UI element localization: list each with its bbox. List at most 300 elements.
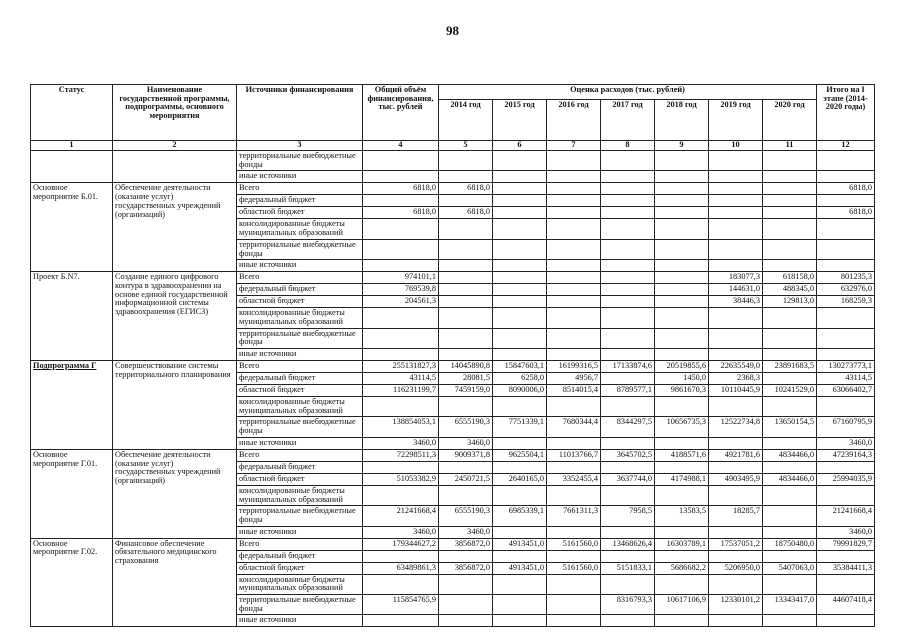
year-value-cell — [493, 550, 547, 562]
funding-source-cell: консолидированные бюджеты муниципальных образований — [237, 485, 363, 505]
header-year: 2018 год — [655, 100, 709, 141]
year-value-cell: 10617106,9 — [655, 595, 709, 615]
total-cell — [363, 349, 439, 361]
year-value-cell — [655, 260, 709, 272]
year-value-cell — [655, 526, 709, 538]
year-value-cell — [763, 550, 817, 562]
column-number: 6 — [493, 141, 547, 151]
year-value-cell — [547, 397, 601, 417]
total-cell: 21241668,4 — [363, 506, 439, 526]
year-value-cell — [763, 397, 817, 417]
column-number: 7 — [547, 141, 601, 151]
funding-source-cell: консолидированные бюджеты муниципальных образований — [237, 397, 363, 417]
year-value-cell: 7680344,4 — [547, 417, 601, 437]
year-value-cell — [439, 284, 493, 296]
year-value-cell — [709, 461, 763, 473]
year-value-cell — [709, 171, 763, 183]
table-body — [31, 151, 875, 627]
total-cell: 115854765,9 — [363, 595, 439, 615]
year-value-cell: 6555190,3 — [439, 417, 493, 437]
year-value-cell — [439, 550, 493, 562]
year-value-cell — [763, 308, 817, 328]
year-value-cell: 4913451,0 — [493, 562, 547, 574]
year-value-cell — [763, 506, 817, 526]
header-status: Статус — [31, 85, 113, 141]
year-value-cell — [763, 239, 817, 259]
year-value-cell — [493, 615, 547, 627]
year-value-cell — [655, 615, 709, 627]
year-value-cell — [709, 550, 763, 562]
year-value-cell — [709, 526, 763, 538]
year-value-cell — [439, 461, 493, 473]
total-cell: 179344627,2 — [363, 538, 439, 550]
year-value-cell — [601, 272, 655, 284]
funding-source-cell: федеральный бюджет — [237, 284, 363, 296]
year-value-cell: 8514015,4 — [547, 385, 601, 397]
year-value-cell — [709, 195, 763, 207]
year-value-cell: 13650154,5 — [763, 417, 817, 437]
year-value-cell: 4834466,0 — [763, 473, 817, 485]
year-value-cell — [655, 239, 709, 259]
stage-total-cell: 47239164,3 — [817, 449, 875, 461]
year-value-cell — [439, 328, 493, 348]
total-cell — [363, 239, 439, 259]
year-value-cell — [547, 328, 601, 348]
funding-source-cell: Всего — [237, 272, 363, 284]
program-name-cell — [113, 151, 237, 183]
total-cell: 974101,1 — [363, 272, 439, 284]
header-year: 2020 год — [763, 100, 817, 141]
year-value-cell — [763, 373, 817, 385]
total-cell: 6818,0 — [363, 207, 439, 219]
year-value-cell — [493, 207, 547, 219]
total-cell: 72298511,3 — [363, 449, 439, 461]
year-value-cell: 4834466,0 — [763, 449, 817, 461]
year-value-cell — [493, 397, 547, 417]
year-value-cell — [547, 207, 601, 219]
year-value-cell — [493, 171, 547, 183]
year-value-cell: 16303789,1 — [655, 538, 709, 550]
year-value-cell — [601, 195, 655, 207]
year-value-cell: 6818,0 — [439, 183, 493, 195]
year-value-cell — [709, 207, 763, 219]
table-row — [31, 183, 875, 195]
funding-source-cell: иные источники — [237, 171, 363, 183]
year-value-cell — [601, 171, 655, 183]
year-value-cell: 7751339,1 — [493, 417, 547, 437]
year-value-cell: 8789577,1 — [601, 385, 655, 397]
stage-total-cell: 6818,0 — [817, 207, 875, 219]
header-name: Наименование государственной программы, подпрограммы, основного мероприятия — [113, 85, 237, 141]
year-value-cell: 8090006,0 — [493, 385, 547, 397]
year-value-cell — [439, 485, 493, 505]
year-value-cell: 23891683,5 — [763, 361, 817, 373]
funding-source-cell: Всего — [237, 449, 363, 461]
year-value-cell — [763, 260, 817, 272]
status-cell: Основное мероприятие Б.01. — [31, 183, 113, 272]
year-value-cell — [709, 397, 763, 417]
year-value-cell: 3856872,0 — [439, 562, 493, 574]
total-cell — [363, 151, 439, 171]
total-cell — [363, 461, 439, 473]
year-value-cell: 7459159,0 — [439, 385, 493, 397]
total-cell — [363, 397, 439, 417]
year-value-cell — [547, 526, 601, 538]
year-value-cell — [655, 183, 709, 195]
year-value-cell — [547, 574, 601, 594]
year-value-cell: 18285,7 — [709, 506, 763, 526]
year-value-cell — [709, 328, 763, 348]
year-value-cell: 9009371,8 — [439, 449, 493, 461]
funding-source-cell: иные источники — [237, 260, 363, 272]
column-number: 1 — [31, 141, 113, 151]
stage-total-cell — [817, 574, 875, 594]
stage-total-cell — [817, 260, 875, 272]
stage-total-cell: 3460,0 — [817, 437, 875, 449]
total-cell: 255131827,3 — [363, 361, 439, 373]
column-number: 8 — [601, 141, 655, 151]
year-value-cell — [493, 308, 547, 328]
funding-source-cell: иные источники — [237, 349, 363, 361]
year-value-cell: 1450,0 — [655, 373, 709, 385]
year-value-cell — [601, 239, 655, 259]
year-value-cell — [547, 260, 601, 272]
funding-source-cell: иные источники — [237, 526, 363, 538]
column-number: 9 — [655, 141, 709, 151]
year-value-cell: 5686682,2 — [655, 562, 709, 574]
year-value-cell — [547, 349, 601, 361]
year-value-cell — [493, 284, 547, 296]
year-value-cell — [493, 195, 547, 207]
year-value-cell — [493, 296, 547, 308]
year-value-cell: 6818,0 — [439, 207, 493, 219]
year-value-cell: 488345,0 — [763, 284, 817, 296]
year-value-cell: 7958,5 — [601, 506, 655, 526]
year-value-cell — [601, 574, 655, 594]
year-value-cell — [763, 437, 817, 449]
year-value-cell: 2450721,5 — [439, 473, 493, 485]
total-cell: 116231199,7 — [363, 385, 439, 397]
stage-total-cell: 25994035,9 — [817, 473, 875, 485]
year-value-cell — [601, 284, 655, 296]
total-cell — [363, 308, 439, 328]
year-value-cell — [709, 219, 763, 239]
year-value-cell — [655, 296, 709, 308]
year-value-cell — [547, 272, 601, 284]
year-value-cell — [601, 207, 655, 219]
total-cell: 51053382,9 — [363, 473, 439, 485]
funding-source-cell: федеральный бюджет — [237, 461, 363, 473]
program-name-cell: Финансовое обеспечение обязательного медицинского страхования — [113, 538, 237, 627]
year-value-cell — [547, 461, 601, 473]
column-number: 12 — [817, 141, 875, 151]
year-value-cell: 5161560,0 — [547, 562, 601, 574]
year-value-cell — [493, 485, 547, 505]
year-value-cell — [655, 219, 709, 239]
stage-total-cell: 63066402,7 — [817, 385, 875, 397]
stage-total-cell — [817, 328, 875, 348]
year-value-cell — [547, 195, 601, 207]
year-value-cell — [601, 437, 655, 449]
funding-source-cell: консолидированные бюджеты муниципальных образований — [237, 219, 363, 239]
year-value-cell — [763, 526, 817, 538]
year-value-cell — [763, 151, 817, 171]
year-value-cell — [493, 595, 547, 615]
header-year: 2017 год — [601, 100, 655, 141]
year-value-cell — [439, 308, 493, 328]
year-value-cell — [493, 272, 547, 284]
year-value-cell — [655, 328, 709, 348]
year-value-cell: 2368,3 — [709, 373, 763, 385]
year-value-cell — [439, 595, 493, 615]
year-value-cell: 3352455,4 — [547, 473, 601, 485]
year-value-cell: 8344297,5 — [601, 417, 655, 437]
year-value-cell: 4913451,0 — [493, 538, 547, 550]
year-value-cell — [763, 207, 817, 219]
year-value-cell — [709, 574, 763, 594]
year-value-cell — [547, 239, 601, 259]
year-value-cell — [709, 183, 763, 195]
year-value-cell — [493, 574, 547, 594]
year-value-cell — [601, 615, 655, 627]
year-value-cell — [655, 195, 709, 207]
year-value-cell: 3645702,5 — [601, 449, 655, 461]
program-name-cell: Совершенствование системы территориального планирования — [113, 361, 237, 450]
funding-source-cell: федеральный бюджет — [237, 550, 363, 562]
year-value-cell — [601, 550, 655, 562]
total-cell: 43114,5 — [363, 373, 439, 385]
total-cell — [363, 260, 439, 272]
year-value-cell: 14045890,8 — [439, 361, 493, 373]
year-value-cell — [601, 461, 655, 473]
total-cell — [363, 615, 439, 627]
total-cell — [363, 171, 439, 183]
column-number: 5 — [439, 141, 493, 151]
header-stage-total: Итого на I этапе (2014-2020 годы) — [817, 85, 875, 141]
table-row — [31, 538, 875, 550]
header-year: 2015 год — [493, 100, 547, 141]
year-value-cell: 5161560,0 — [547, 538, 601, 550]
year-value-cell: 144631,0 — [709, 284, 763, 296]
stage-total-cell: 43114,5 — [817, 373, 875, 385]
column-number: 2 — [113, 141, 237, 151]
year-value-cell — [655, 574, 709, 594]
year-value-cell — [439, 219, 493, 239]
funding-source-cell: федеральный бюджет — [237, 373, 363, 385]
year-value-cell — [709, 308, 763, 328]
year-value-cell — [601, 526, 655, 538]
total-cell: 204561,3 — [363, 296, 439, 308]
year-value-cell — [763, 219, 817, 239]
header-year: 2016 год — [547, 100, 601, 141]
year-value-cell — [547, 550, 601, 562]
year-value-cell — [709, 485, 763, 505]
stage-total-cell — [817, 219, 875, 239]
year-value-cell: 17537051,2 — [709, 538, 763, 550]
year-value-cell — [547, 151, 601, 171]
stage-total-cell — [817, 349, 875, 361]
year-value-cell — [439, 171, 493, 183]
year-value-cell — [709, 151, 763, 171]
year-value-cell: 2640165,0 — [493, 473, 547, 485]
year-value-cell — [439, 151, 493, 171]
year-value-cell: 13343417,0 — [763, 595, 817, 615]
table-row — [31, 449, 875, 461]
year-value-cell — [547, 284, 601, 296]
year-value-cell — [439, 615, 493, 627]
year-value-cell — [493, 260, 547, 272]
year-value-cell — [493, 526, 547, 538]
year-value-cell — [439, 195, 493, 207]
year-value-cell — [493, 183, 547, 195]
stage-total-cell: 801235,3 — [817, 272, 875, 284]
year-value-cell: 4956,7 — [547, 373, 601, 385]
year-value-cell — [601, 349, 655, 361]
stage-total-cell — [817, 308, 875, 328]
year-value-cell — [655, 461, 709, 473]
year-value-cell — [601, 151, 655, 171]
year-value-cell: 11013766,7 — [547, 449, 601, 461]
year-value-cell: 4903495,9 — [709, 473, 763, 485]
year-value-cell: 129813,0 — [763, 296, 817, 308]
status-cell: Основное мероприятие Г.01. — [31, 449, 113, 538]
year-value-cell — [655, 397, 709, 417]
year-value-cell — [547, 296, 601, 308]
year-value-cell — [493, 461, 547, 473]
year-value-cell: 9861670,3 — [655, 385, 709, 397]
year-value-cell — [763, 183, 817, 195]
header-year: 2019 год — [709, 100, 763, 141]
funding-source-cell: Всего — [237, 183, 363, 195]
stage-total-cell: 35384411,3 — [817, 562, 875, 574]
year-value-cell — [439, 296, 493, 308]
year-value-cell: 5407063,0 — [763, 562, 817, 574]
stage-total-cell: 3460,0 — [817, 526, 875, 538]
column-number: 4 — [363, 141, 439, 151]
year-value-cell — [439, 260, 493, 272]
year-value-cell — [655, 207, 709, 219]
year-value-cell — [763, 328, 817, 348]
year-value-cell — [763, 574, 817, 594]
year-value-cell — [439, 239, 493, 259]
funding-source-cell: территориальные внебюджетные фонды — [237, 239, 363, 259]
year-value-cell — [547, 183, 601, 195]
year-value-cell — [439, 397, 493, 417]
stage-total-cell: 67160795,9 — [817, 417, 875, 437]
year-value-cell: 4921781,6 — [709, 449, 763, 461]
year-value-cell — [655, 171, 709, 183]
year-value-cell — [655, 284, 709, 296]
year-value-cell — [493, 349, 547, 361]
year-value-cell — [439, 272, 493, 284]
year-value-cell — [493, 239, 547, 259]
year-value-cell: 17133874,6 — [601, 361, 655, 373]
column-number: 10 — [709, 141, 763, 151]
total-cell: 3460,0 — [363, 437, 439, 449]
funding-source-cell: областной бюджет — [237, 296, 363, 308]
year-value-cell — [601, 397, 655, 417]
stage-total-cell — [817, 239, 875, 259]
year-value-cell — [763, 195, 817, 207]
total-cell — [363, 195, 439, 207]
year-value-cell: 10110445,9 — [709, 385, 763, 397]
stage-total-cell — [817, 615, 875, 627]
year-value-cell — [547, 308, 601, 328]
year-value-cell — [601, 373, 655, 385]
year-value-cell: 18750480,0 — [763, 538, 817, 550]
year-value-cell — [709, 437, 763, 449]
table-row — [31, 151, 875, 171]
total-cell — [363, 328, 439, 348]
table-row — [31, 361, 875, 373]
year-value-cell — [655, 485, 709, 505]
total-cell — [363, 550, 439, 562]
column-number: 11 — [763, 141, 817, 151]
year-value-cell — [709, 239, 763, 259]
year-value-cell — [601, 328, 655, 348]
status-cell: Подпрограмма Г — [31, 361, 113, 450]
year-value-cell — [763, 349, 817, 361]
total-cell — [363, 219, 439, 239]
funding-source-cell: федеральный бюджет — [237, 195, 363, 207]
stage-total-cell: 632976,0 — [817, 284, 875, 296]
year-value-cell — [547, 219, 601, 239]
funding-source-cell: иные источники — [237, 437, 363, 449]
year-value-cell — [763, 461, 817, 473]
year-value-cell: 10656735,3 — [655, 417, 709, 437]
total-cell — [363, 574, 439, 594]
year-value-cell — [547, 615, 601, 627]
year-value-cell: 13583,5 — [655, 506, 709, 526]
stage-total-cell — [817, 151, 875, 171]
year-value-cell: 6555190,3 — [439, 506, 493, 526]
year-value-cell — [493, 437, 547, 449]
year-value-cell: 6258,0 — [493, 373, 547, 385]
funding-source-cell: областной бюджет — [237, 207, 363, 219]
year-value-cell — [763, 485, 817, 505]
program-name-cell: Создание единого цифрового контура в здравоохранении на основе единой государственной информационной системы здравоохранения (ЕГИСЗ) — [113, 272, 237, 361]
total-cell: 3460,0 — [363, 526, 439, 538]
funding-source-cell: территориальные внебюджетные фонды — [237, 328, 363, 348]
funding-source-cell: областной бюджет — [237, 562, 363, 574]
year-value-cell: 3460,0 — [439, 437, 493, 449]
stage-total-cell — [817, 550, 875, 562]
year-value-cell: 12330101,2 — [709, 595, 763, 615]
year-value-cell: 28081,5 — [439, 373, 493, 385]
year-value-cell — [709, 349, 763, 361]
year-value-cell — [763, 171, 817, 183]
program-name-cell: Обеспечение деятельности (оказание услуг) государственных учреждений (организаций) — [113, 183, 237, 272]
year-value-cell — [763, 615, 817, 627]
header-total: Общий объём финансирования, тыс. рублей — [363, 85, 439, 141]
header-source: Источники финансирования — [237, 85, 363, 141]
stage-total-cell: 44607418,4 — [817, 595, 875, 615]
stage-total-cell: 168259,3 — [817, 296, 875, 308]
year-value-cell — [655, 349, 709, 361]
year-value-cell: 5151833,1 — [601, 562, 655, 574]
year-value-cell — [601, 260, 655, 272]
total-cell: 769539,8 — [363, 284, 439, 296]
year-value-cell — [601, 183, 655, 195]
header-estimate: Оценка расходов (тыс. рублей) — [439, 85, 817, 100]
year-value-cell: 3460,0 — [439, 526, 493, 538]
year-value-cell: 9625504,1 — [493, 449, 547, 461]
stage-total-cell: 130273773,1 — [817, 361, 875, 373]
stage-total-cell: 21241668,4 — [817, 506, 875, 526]
year-value-cell — [655, 437, 709, 449]
year-value-cell — [493, 219, 547, 239]
funding-source-cell: территориальные внебюджетные фонды — [237, 595, 363, 615]
